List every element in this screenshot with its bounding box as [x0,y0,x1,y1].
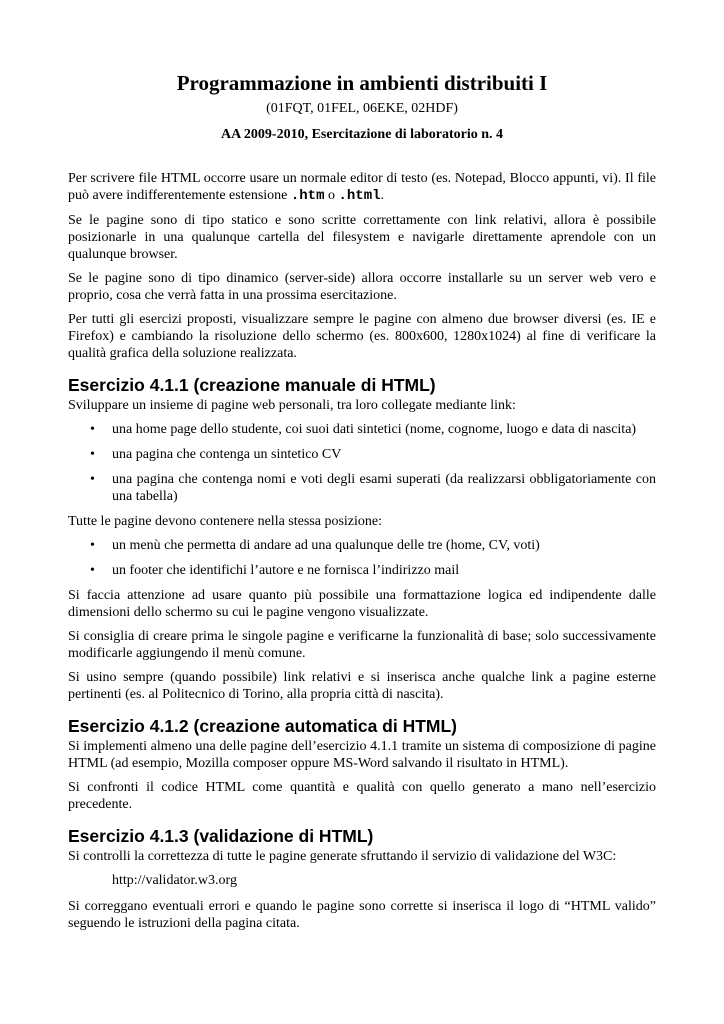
course-codes: (01FQT, 01FEL, 06EKE, 02HDF) [266,101,458,116]
validator-url: http://validator.w3.org [112,873,237,888]
list-item-text: una pagina che contenga nomi e voti degli esami superati (da realizzarsi obbligatoriamente con una tabella) [112,472,656,504]
list-item-text: un footer che identifichi l’autore e ne fornisca l’indirizzo mail [112,563,460,578]
intro-paragraph-2: Se le pagine sono di tipo statico e sono scritte correttamente con link relativi, allora è possibile posizionarle in una qualunque cartella del filesystem e navigarle direttamente aprendole con un qualunque browser. [68,213,656,262]
list-item-text: un menù che permetta di andare ad una qualunque delle tre (home, CV, voti) [112,538,540,553]
list-item-text: una pagina che contenga un sintetico CV [112,447,342,462]
bullet-icon: • [90,422,95,437]
exercise-1-paragraph-a: Si faccia attenzione ad usare quanto più possibile una formattazione logica ed indipendente dalle dimensioni dello schermo su cui le pagine vengono visualizzate. [68,588,656,620]
list-item [68,562,656,579]
bullet-icon: • [90,538,95,553]
exercise-2-paragraph-b: Si confronti il codice HTML come quantità e qualità con quello generato a mano nell’esercizio precedente. [68,780,656,812]
exercise-2-heading: Esercizio 4.1.2 (creazione automatica di HTML) [68,716,457,736]
document-subtitle: AA 2009-2010, Esercitazione di laboratorio n. 4 [220,127,504,142]
exercise-1-heading: Esercizio 4.1.1 (creazione manuale di HTML) [68,375,436,395]
exercise-1-paragraph-c: Si usino sempre (quando possibile) link relativi e si inserisca anche qualche link a pagine esterne pertinenti (es. al Politecnico di Torino, alla propria città di nascita). [68,670,656,702]
exercise-3-paragraph-b: Si correggano eventuali errori e quando le pagine sono corrette si inserisca il logo di “HTML valido” seguendo le istruzioni della pagina citata. [68,899,656,931]
exercise-1-list [68,421,656,505]
exercise-3-heading: Esercizio 4.1.3 (validazione di HTML) [68,826,374,846]
exercise-3-paragraph-a: Si controlli la correttezza di tutte le pagine generate sfruttando il servizio di validazione del W3C: [68,849,617,864]
bullet-icon: • [90,563,95,578]
list-item [68,537,656,554]
intro-text: Per scrivere file HTML occorre usare un normale editor di testo (es. Notepad, Blocco appunti, vi). Il file può avere indifferentemente estensione [68,171,656,203]
list-item [68,421,656,438]
exercise-1-intro: Sviluppare un insieme di pagine web personali, tra loro collegate mediante link: [68,398,516,413]
list-item [68,471,656,505]
exercise-1-intro-2: Tutte le pagine devono contenere nella stessa posizione: [68,514,383,529]
exercise-1-paragraph-b: Si consiglia di creare prima le singole pagine e verificarne la funzionalità di base; solo successivamente modificarle aggiungendo il menù comune. [68,629,656,661]
exercise-2-paragraph-a: Si implementi almeno una delle pagine dell’esercizio 4.1.1 tramite un sistema di composizione di pagine HTML (ad esempio, Mozilla composer oppure MS-Word salvando il risultato in HTML). [68,739,656,771]
list-item-text: una home page dello studente, coi suoi dati sintetici (nome, cognome, luogo e data di nascita) [112,422,637,437]
bullet-icon: • [90,472,95,487]
extension-htm: .htm [290,188,325,204]
intro-paragraph-4: Per tutti gli esercizi proposti, visualizzare sempre le pagine con almeno due browser diversi (es. IE e Firefox) e cambiando la risoluzione dello schermo (es. 800x600, 1280x1024) al fine di verificare la qualità grafica della soluzione realizzata. [68,312,656,361]
extension-html: .html [338,188,381,204]
intro-paragraph-1 [68,170,656,205]
list-item [68,446,656,463]
or-word: o [324,188,339,203]
exercise-1-list-2 [68,537,656,579]
document-title: Programmazione in ambienti distribuiti I [176,71,548,95]
bullet-icon: • [90,447,95,462]
intro-paragraph-3: Se le pagine sono di tipo dinamico (server-side) allora occorre installarle su un server web vero e proprio, cosa che verrà fatta in una prossima esercitazione. [68,271,656,303]
period: . [380,188,384,203]
